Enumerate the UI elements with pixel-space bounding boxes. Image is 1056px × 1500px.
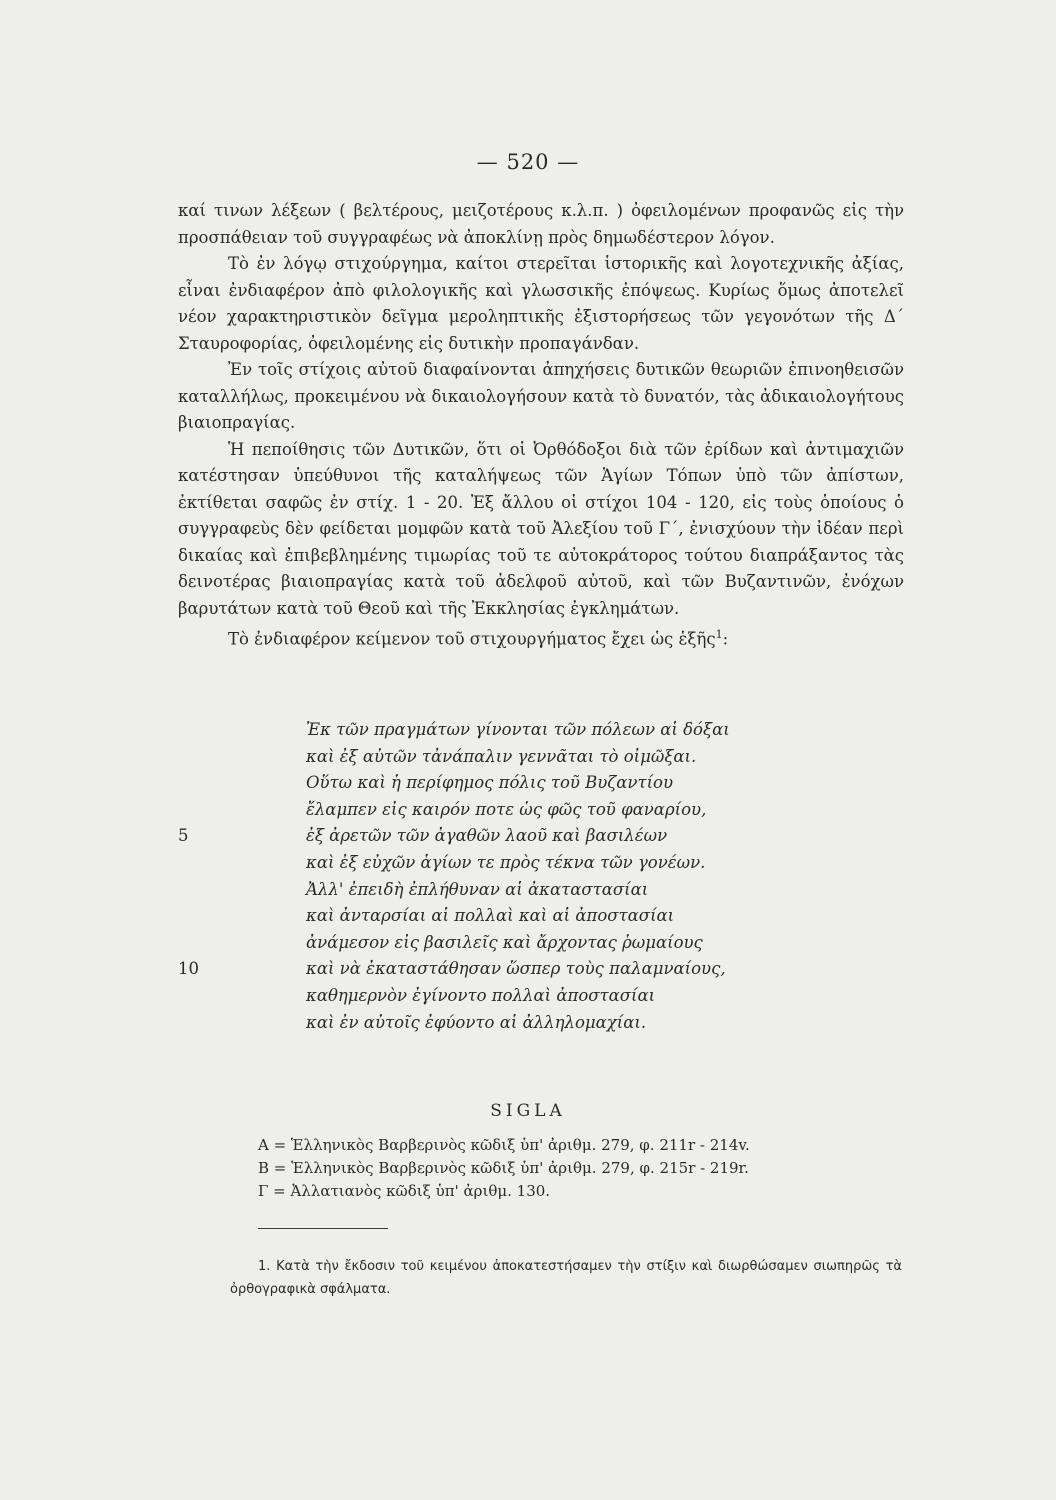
paragraph: καί τινων λέξεων ( βελτέρους, μειζοτέρους κ.λ.π. ) ὀφειλομένων προφανῶς εἰς τὴν προσπάθειαν τοῦ συγγραφέως νὰ ἀποκλίνῃ πρὸς δημωδέστερον λόγον. <box>178 201 904 247</box>
poem-line <box>178 717 904 744</box>
paragraph-tail: : <box>722 629 729 649</box>
line-number: 10 <box>178 959 199 979</box>
verse-text: ἀνάμεσον εἰς βασιλεῖς καὶ ἄρχοντας ῥωμαίους <box>306 932 703 952</box>
verse-text: Ἐκ τῶν πραγμάτων γίνονται τῶν πόλεων αἱ δόξαι <box>306 720 730 739</box>
poem-line <box>178 1010 904 1037</box>
verse-text: Ἀλλ' ἐπειδὴ ἐπλήθυναν αἱ ἀκαταστασίαι <box>306 879 649 899</box>
line-number: 5 <box>178 826 189 846</box>
footnote-divider <box>258 1228 388 1229</box>
poem <box>178 717 904 1036</box>
verse-text: καὶ ἀνταρσίαι αἱ πολλαὶ καὶ αἱ ἀποστασίαι <box>306 906 675 926</box>
verse-text: ἐξ ἀρετῶν τῶν ἀγαθῶν λαοῦ καὶ βασιλέων <box>306 826 668 846</box>
poem-line <box>178 903 904 930</box>
verse-text: καθημερνὸν ἐγίνοντο πολλαὶ ἀποστασίαι <box>306 985 656 1005</box>
sigla-entry: B = Ἑλληνικὸς Βαρβερινὸς κῶδιξ ὑπ' ἀριθμ. 279, φ. 215r - 219r. <box>258 1159 749 1177</box>
poem-line <box>178 770 904 797</box>
verse-text: Οὕτω καὶ ἡ περίφημος πόλις τοῦ Βυζαντίου <box>306 773 674 793</box>
poem-line <box>178 797 904 824</box>
sigla-entry: Γ = Ἀλλατιανὸς κῶδιξ ὑπ' ἀριθμ. 130. <box>258 1182 551 1200</box>
page-number: — 520 — <box>476 150 580 174</box>
verse-text: καὶ νὰ ἐκαταστάθησαν ὥσπερ τοὺς παλαμναίους, <box>306 959 726 979</box>
paragraph-text: Τὸ ἐνδιαφέρον κείμενον τοῦ στιχουργήματος ἔχει ὡς ἑξῆς <box>228 629 716 649</box>
sigla-list <box>258 1134 898 1203</box>
poem-line <box>178 850 904 877</box>
footnote-reference: 1 <box>715 628 723 641</box>
poem-line <box>178 983 904 1010</box>
poem-line <box>178 823 904 850</box>
verse-text: καὶ ἐξ εὐχῶν ἁγίων τε πρὸς τέκνα τῶν γονέων. <box>306 852 706 872</box>
footnote <box>230 1255 902 1301</box>
verse-text: καὶ ἐξ αὐτῶν τἀνάπαλιν γεννᾶται τὸ οἰμῶξαι. <box>306 746 697 766</box>
main-text <box>178 198 904 653</box>
sigla-entry: A = Ἑλληνικὸς Βαρβερινὸς κῶδιξ ὑπ' ἀριθμ. 279, φ. 211r - 214v. <box>258 1136 750 1154</box>
poem-line <box>178 930 904 957</box>
verse-text: καὶ ἐν αὐτοῖς ἐφύοντο αἱ ἀλληλομαχίαι. <box>306 1012 647 1032</box>
poem-line <box>178 877 904 904</box>
verse-text: ἔλαμπεν εἰς καιρόν ποτε ὡς φῶς τοῦ φαναρίου, <box>306 799 707 819</box>
paragraph-intro <box>178 622 904 653</box>
poem-line <box>178 956 904 983</box>
poem-line <box>178 744 904 771</box>
paragraph: Ἐν τοῖς στίχοις αὐτοῦ διαφαίνονται ἀπηχήσεις δυτικῶν θεωριῶν ἐπινοηθεισῶν καταλλήλως, προκειμένου νὰ δικαιολογήσουν κατὰ τὸ δυνατόν, τὰς ἀδικαιολογήτους βιαιοπραγίας. <box>178 360 904 432</box>
paragraph: Ἡ πεποίθησις τῶν Δυτικῶν, ὅτι οἱ Ὀρθόδοξοι διὰ τῶν ἐρίδων καὶ ἀντιμαχιῶν κατέστησαν ὑπεύθυνοι τῆς καταλήψεως τῶν Ἁγίων Τόπων ὑπὸ τῶν ἀπίστων, ἐκτίθεται σαφῶς ἐν στίχ. 1 - 20. Ἐξ ἄλλου οἱ στίχοι 104 - 120, εἰς τοὺς ὁποίους ὁ συγγραφεὺς δὲν φείδεται μομφῶν κατὰ τοῦ Ἀλεξίου τοῦ Γ΄, ἐνισχύουν τὴν ἰδέαν περὶ δικαίας καὶ ἐπιβεβλημένης τιμωρίας τοῦ τε αὐτοκράτορος τούτου διαπράξαντος τὰς δεινοτέρας βιαιοπραγίας κατὰ τοῦ ἀδελφοῦ αὐτοῦ, καὶ τῶν Βυζαντινῶν, ἐνόχων βαρυτάτων κατὰ τοῦ Θεοῦ καὶ τῆς Ἐκκλησίας ἐγκλημάτων. <box>178 439 904 618</box>
footnote-text: 1. Κατὰ τὴν ἔκδοσιν τοῦ κειμένου ἀποκατεστήσαμεν τὴν στίξιν καὶ διωρθώσαμεν σιωπηρῶς τὰ ὀρθογραφικὰ σφάλματα. <box>230 1259 902 1297</box>
paragraph: Τὸ ἐν λόγῳ στιχούργημα, καίτοι στερεῖται ἱστορικῆς καὶ λογοτεχνικῆς ἀξίας, εἶναι ἐνδιαφέρον ἀπὸ φιλολογικῆς καὶ γλωσσικῆς ἐπόψεως. Κυρίως ὅμως ἀποτελεῖ νέον χαρακτηριστικὸν δεῖγμα μεροληπτικῆς ἐξιστορήσεως τῶν γεγονότων τῆς Δ΄ Σταυροφορίας, ὀφειλομένης εἰς δυτικὴν προπαγάνδαν. <box>178 254 904 353</box>
sigla-heading: SIGLA <box>490 1101 566 1121</box>
